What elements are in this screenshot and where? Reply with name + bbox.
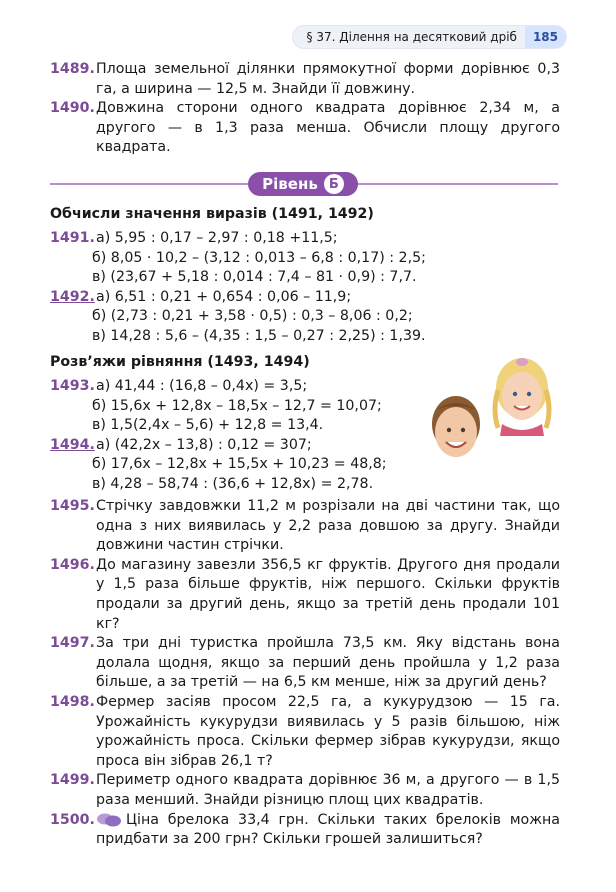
task-number: 1492. xyxy=(50,288,95,305)
discussion-icon xyxy=(96,813,122,827)
item-c: в) 4,28 – 58,74 : (36,6 + 12,8x) = 2,78. xyxy=(92,475,374,492)
task-1493 xyxy=(50,377,560,436)
level-badge xyxy=(248,172,358,196)
task-1494 xyxy=(50,436,560,495)
task-1496 xyxy=(50,556,560,634)
task-1499 xyxy=(50,771,560,810)
item-a: а) (42,2x – 13,8) : 0,12 = 307; xyxy=(96,436,312,453)
task-number: 1489. xyxy=(50,61,95,77)
task-number: 1499. xyxy=(50,772,95,789)
equation-tasks xyxy=(50,377,560,495)
item-a: а) 41,44 : (16,8 – 0,4x) = 3,5; xyxy=(96,378,308,394)
item-c: в) (23,67 + 5,18 : 0,014 : 7,4 – 81 · 0,9) : 7,7. xyxy=(92,269,417,286)
task-text: Фермер засіяв просом 22,5 га, а кукурудзою — 15 га. Урожайність кукурудзи виявилась у 5 разів більшою, ніж урожайність проса. Скільки фермер зібрав кукурудзи, якщо проса він зібрав 26,1 т? xyxy=(96,693,560,769)
task-number: 1493. xyxy=(50,378,95,394)
task-text: Периметр одного квадрата дорівнює 36 м, а другого — в 1,5 раза менший. Знайди різницю площ цих квадратів. xyxy=(96,772,560,808)
item-c: в) 14,28 : 5,6 – (4,35 : 1,5 – 0,27 : 2,25) : 1,39. xyxy=(92,327,426,344)
item-b: б) 8,05 · 10,2 – (3,12 : 0,013 – 6,8 : 0,17) : 2,5; xyxy=(92,249,426,266)
item-b: б) (2,73 : 0,21 + 3,58 · 0,5) : 0,3 – 8,06 : 0,2; xyxy=(92,308,413,325)
level-label: Рівень xyxy=(262,175,318,193)
top-tasks xyxy=(50,60,560,158)
task-number: 1491. xyxy=(50,230,95,246)
task-number: 1498. xyxy=(50,693,95,710)
task-number: 1500. xyxy=(50,811,95,828)
task-text: До магазину завезли 356,5 кг фруктів. Другого дня продали у 1,5 раза більше фруктів, ніж першого. Скільки фруктів продали за другий день, якщо за третій день продали 101 кг? xyxy=(96,556,560,632)
section-title: § 37. Ділення на десятковий дріб xyxy=(306,30,517,44)
task-1498 xyxy=(50,693,560,771)
word-problems xyxy=(50,497,560,850)
task-number: 1497. xyxy=(50,635,95,652)
task-1489 xyxy=(50,60,560,99)
task-1500 xyxy=(50,811,560,850)
task-text: Ціна брелока 33,4 грн. Скільки таких брелоків можна придбати за 200 грн? Скільки грошей залишиться? xyxy=(96,811,560,848)
item-b: б) 17,6x – 12,8x + 15,5x + 10,23 = 48,8; xyxy=(92,456,387,473)
item-b: б) 15,6x + 12,8x – 18,5x – 12,7 = 10,07; xyxy=(92,397,382,414)
task-1491 xyxy=(50,229,560,288)
task-number: 1495. xyxy=(50,498,95,514)
task-number: 1494. xyxy=(50,436,95,453)
section-heading-expressions: Обчисли значення виразів (1491, 1492) xyxy=(50,206,374,222)
task-1495 xyxy=(50,497,560,556)
item-a: а) 5,95 : 0,17 – 2,97 : 0,18 +11,5; xyxy=(96,230,338,246)
task-text: Площа земельної ділянки прямокутної форми дорівнює 0,3 га, а ширина — 12,5 м. Знайди її довжину. xyxy=(96,61,560,97)
page-number: 185 xyxy=(525,26,566,48)
task-1500-body xyxy=(96,811,560,850)
task-1490 xyxy=(50,99,560,158)
task-text: Довжина сторони одного квадрата дорівнює 2,34 м, а другого — в 1,3 раза менша. Обчисли площу другого квадрата. xyxy=(96,100,560,156)
section-heading-equations: Розв’яжи рівняння (1493, 1494) xyxy=(50,354,310,370)
task-text: Стрічку завдовжки 11,2 м розрізали на дві частини так, що одна з них виявилась у 2,2 раза довшою за другу. Знайди довжини частин стрічки. xyxy=(96,498,560,554)
task-1492 xyxy=(50,288,560,347)
item-a: а) 6,51 : 0,21 + 0,654 : 0,06 – 11,9; xyxy=(96,288,352,305)
task-text: За три дні туристка пройшла 73,5 км. Яку відстань вона долала щодня, якщо за перший день пройшла у 1,2 раза більше, а за третій — на 6,5 км менше, ніж за другий день? xyxy=(96,635,560,691)
level-letter: Б xyxy=(324,174,344,194)
running-header xyxy=(293,26,566,48)
expression-tasks xyxy=(50,229,560,347)
task-number: 1490. xyxy=(50,100,95,117)
task-1497 xyxy=(50,634,560,693)
item-c: в) 1,5(2,4x – 5,6) + 12,8 = 13,4. xyxy=(92,417,324,434)
task-number: 1496. xyxy=(50,556,95,573)
